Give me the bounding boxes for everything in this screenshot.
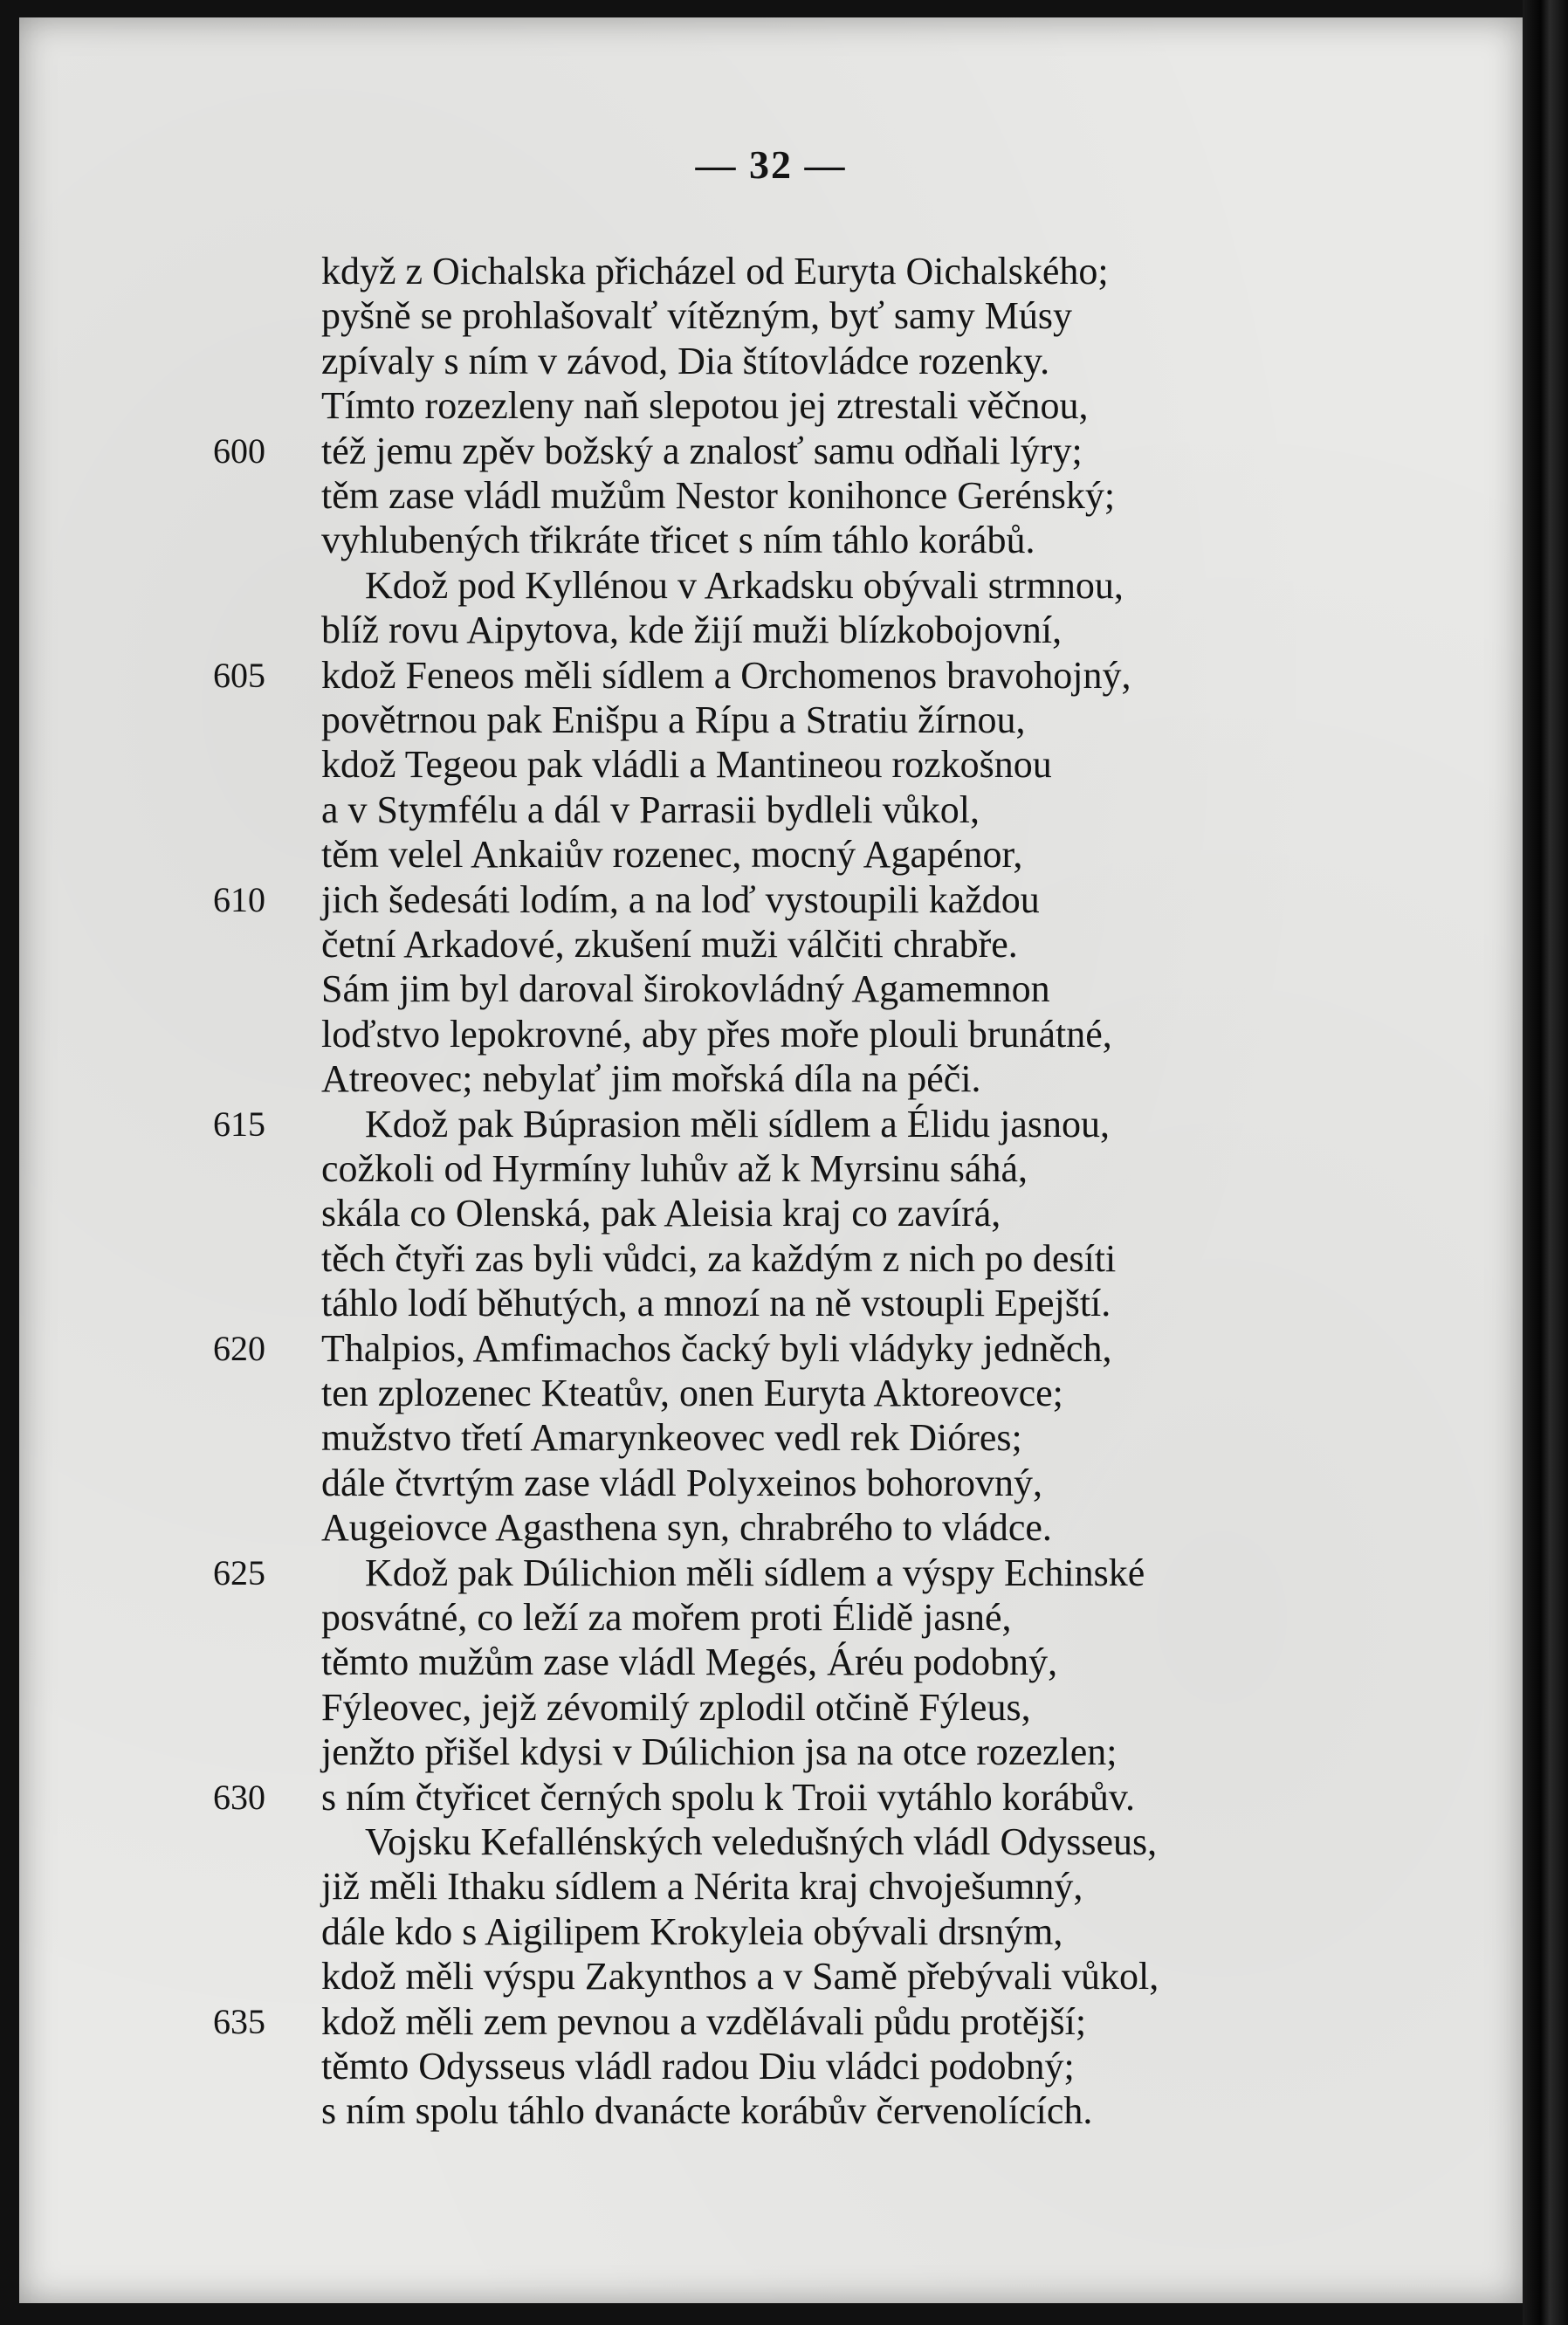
verse-line-text: cožkoli od Hyrmíny luhův až k Myrsinu sáhá,	[321, 1147, 1028, 1190]
verse-line	[19, 832, 1523, 877]
verse-line-text: loďstvo lepokrovné, aby přes moře plouli brunátné,	[321, 1012, 1112, 1056]
verse-line	[19, 1191, 1523, 1236]
verse-line-text: když z Oichalska přicházel od Euryta Oichalského;	[321, 250, 1109, 292]
verse-line	[19, 788, 1523, 833]
verse-line	[19, 1326, 1523, 1372]
verse-line-text: Vojsku Kefallénských veledušných vládl Odysseus,	[365, 1820, 1158, 1863]
verse-line-text: kdož Tegeou pak vládli a Mantineou rozkošnou	[321, 743, 1052, 787]
verse-line	[19, 1775, 1523, 1820]
verse-line-text: s ním spolu táhlo dvanácte korábův červenolících.	[321, 2089, 1093, 2133]
verse-line	[19, 1819, 1523, 1865]
verse-line	[19, 293, 1523, 339]
verse-line-number: 605	[213, 655, 265, 695]
verse-line-text: vyhlubených třikráte třicet s ním táhlo korábů.	[321, 519, 1035, 562]
verse-line	[19, 1551, 1523, 1596]
verse-line	[19, 1461, 1523, 1506]
verse-line-text: těmto mužům zase vládl Megés, Áréu podobný,	[321, 1641, 1058, 1684]
verse-line	[19, 249, 1523, 294]
verse-line-text: jich šedesáti lodím, a na loď vystoupili každou	[321, 877, 1040, 921]
verse-line	[19, 1102, 1523, 1147]
verse-line	[19, 1012, 1523, 1057]
book-page	[19, 17, 1523, 2303]
verse-line-text: těm velel Ankaiův rozenec, mocný Agapénor,	[321, 833, 1023, 877]
verse-line-text: Augeiovce Agasthena syn, chrabrého to vládce.	[321, 1506, 1052, 1550]
verse-line	[19, 1909, 1523, 1955]
verse-line-text: Kdož pak Dúlichion měli sídlem a výspy Echinské	[365, 1551, 1145, 1594]
verse-line	[19, 1954, 1523, 1999]
verse-line-text: těm zase vládl mužům Nestor konihonce Gerénský;	[321, 474, 1116, 517]
verse-line-text: Kdož pod Kyllénou v Arkadsku obývali strmnou,	[365, 563, 1124, 607]
verse-line-text: těmto Odysseus vládl radou Diu vládci podobný;	[321, 2045, 1075, 2088]
verse-line	[19, 429, 1523, 474]
book-gutter-edge	[1523, 0, 1568, 2325]
verse-line	[19, 1640, 1523, 1685]
verse-line-text: skála co Olenská, pak Aleisia kraj co zavírá,	[321, 1192, 1001, 1235]
verse-line-text: zpívaly s ním v závod, Dia štítovládce rozenky.	[321, 339, 1050, 382]
verse-line	[19, 1281, 1523, 1326]
verse-line-text: a v Stymfélu a dál v Parrasii bydleli vůkol,	[321, 788, 980, 831]
verse-line	[19, 518, 1523, 563]
verse-line	[19, 1685, 1523, 1730]
verse-line	[19, 2088, 1523, 2134]
verse-line-text: pyšně se prohlašovalť vítězným, byť samy Músy	[321, 294, 1073, 338]
page-number: — 32 —	[695, 142, 847, 187]
verse-line-text: blíž rovu Aipytova, kde žijí muži blízkobojovní,	[321, 609, 1063, 652]
verse-line	[19, 1415, 1523, 1461]
verse-line	[19, 922, 1523, 967]
verse-line	[19, 2044, 1523, 2089]
verse-line	[19, 473, 1523, 519]
verse-line	[19, 966, 1523, 1012]
verse-line	[19, 1056, 1523, 1102]
verse-line	[19, 1505, 1523, 1551]
verse-line	[19, 1864, 1523, 1909]
verse-line-text: Atreovec; nebylať jim mořská díla na péči.	[321, 1057, 981, 1101]
verse-line-number: 625	[213, 1552, 265, 1592]
verse-line-text: Thalpios, Amfimachos čacký byli vládyky jedněch,	[321, 1326, 1112, 1370]
verse-line	[19, 1730, 1523, 1775]
verse-line-number: 630	[213, 1777, 265, 1817]
verse-line	[19, 1371, 1523, 1416]
verse-line-text: ten zplozenec Kteatův, onen Euryta Aktoreovce;	[321, 1372, 1063, 1414]
verse-line-text: kdož Feneos měli sídlem a Orchomenos bravohojný,	[321, 653, 1131, 697]
verse-line	[19, 1146, 1523, 1192]
verse-line-text: táhlo lodí běhutých, a mnozí na ně vstoupli Epejští.	[321, 1282, 1111, 1325]
verse-line-text: kdož měli zem pevnou a vzdělávali půdu protější;	[321, 1999, 1087, 2043]
verse-line-text: povětrnou pak Enišpu a Rípu a Stratiu žírnou,	[321, 698, 1026, 741]
verse-line-text: dále čtvrtým zase vládl Polyxeinos bohorovný,	[321, 1461, 1043, 1504]
verse-line-text: jenžto přišel kdysi v Dúlichion jsa na otce rozezlen;	[321, 1730, 1118, 1774]
verse-line-number: 610	[213, 879, 265, 919]
verse-line	[19, 1999, 1523, 2045]
verse-line	[19, 1236, 1523, 1282]
verse-line-number: 615	[213, 1104, 265, 1144]
verse-line-text: již měli Ithaku sídlem a Nérita kraj chvoješumný,	[321, 1865, 1083, 1909]
verse-line-text: dále kdo s Aigilipem Krokyleia obývali drsným,	[321, 1909, 1063, 1953]
verse-line	[19, 608, 1523, 653]
verse-line-text: Tímto rozezleny naň slepotou jej ztrestali věčnou,	[321, 384, 1089, 428]
verse-line-text: mužstvo třetí Amarynkeovec vedl rek Dióres;	[321, 1416, 1022, 1460]
verse-line-text: těch čtyři zas byli vůdci, za každým z nich po desíti	[321, 1236, 1117, 1280]
verse-line	[19, 383, 1523, 429]
verse-line	[19, 339, 1523, 384]
verse-line	[19, 698, 1523, 743]
verse-line-number: 600	[213, 430, 265, 471]
verse-line-text: četní Arkadové, zkušení muži válčiti chrabře.	[321, 923, 1018, 966]
verse-line-text: s ním čtyřicet černých spolu k Troii vytáhlo korábův.	[321, 1775, 1136, 1819]
verse-line	[19, 563, 1523, 609]
verse-line	[19, 653, 1523, 698]
verse-line-text: Fýleovec, jejž zévomilý zplodil otčině Fýleus,	[321, 1685, 1031, 1729]
verse-line-text: Sám jim byl daroval širokovládný Agamemnon	[321, 967, 1050, 1011]
verse-line	[19, 877, 1523, 923]
verse-line	[19, 1595, 1523, 1641]
verse-line-number: 635	[213, 2001, 265, 2041]
verse-line-text: Kdož pak Búprasion měli sídlem a Élidu jasnou,	[365, 1102, 1110, 1145]
verse-line-text: též jemu zpěv božský a znalosť samu odňali lýry;	[321, 429, 1083, 472]
verse-line-text: kdož měli výspu Zakynthos a v Samě přebývali vůkol,	[321, 1955, 1159, 1998]
verse-line	[19, 742, 1523, 788]
verse-line-text: posvátné, co leží za mořem proti Élidě jasné,	[321, 1596, 1012, 1639]
verse-line-number: 620	[213, 1328, 265, 1368]
